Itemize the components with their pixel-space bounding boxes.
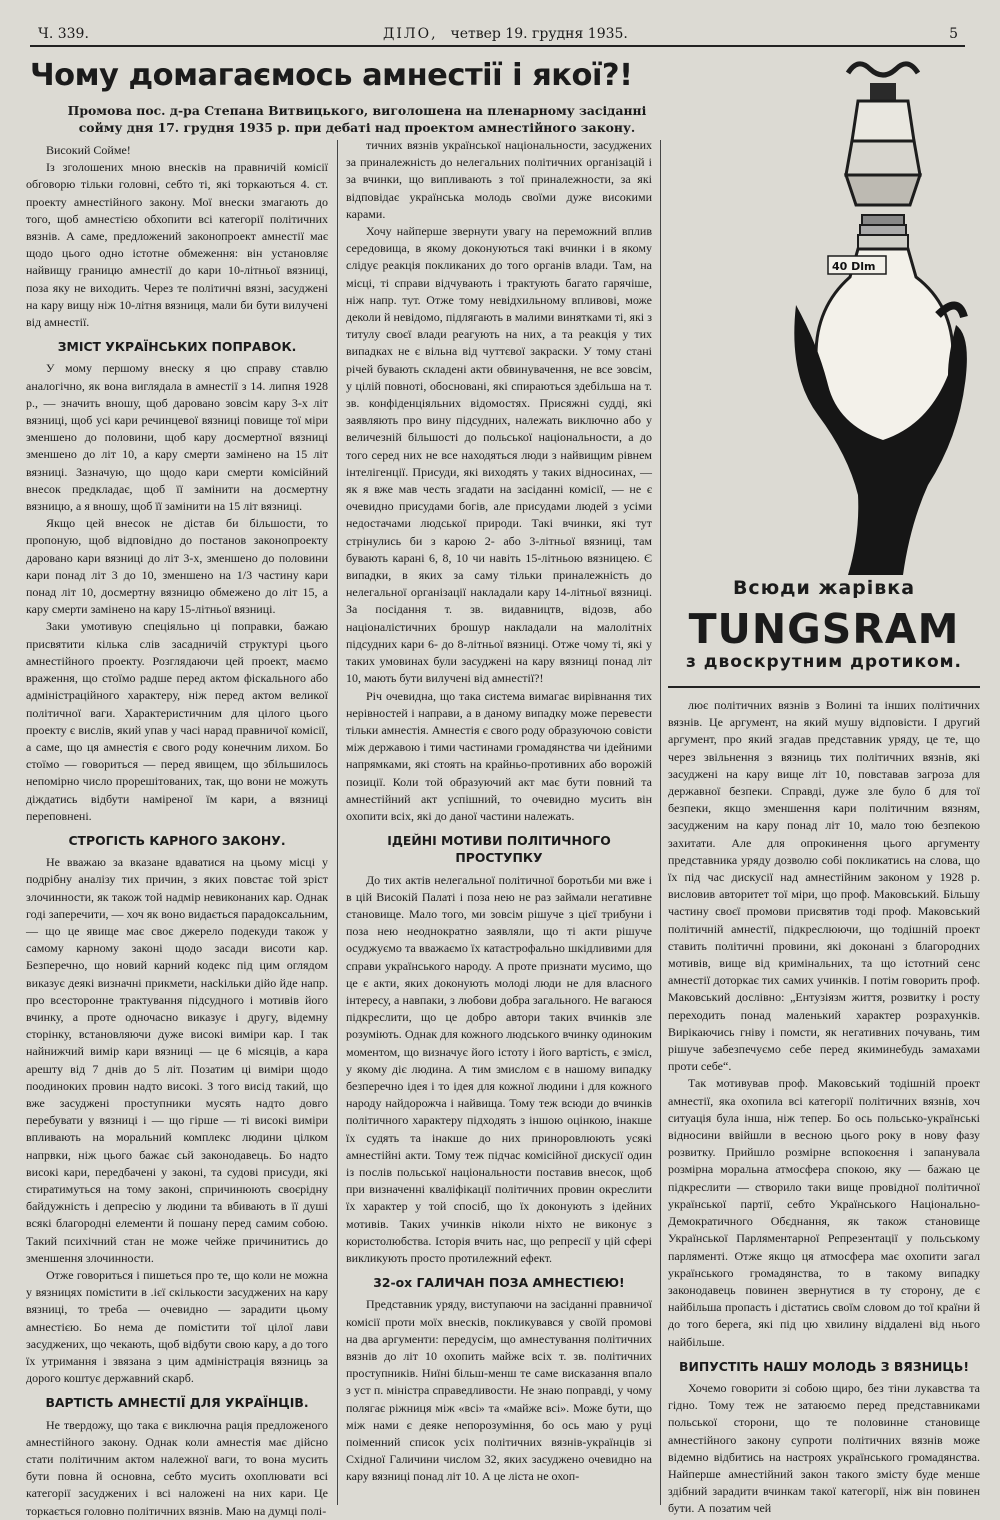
column-divider <box>337 140 338 1505</box>
article-subtitle: Промова пос. д-ра Степана Витвицького, виголошена на пленарному засіданні сойму дня 17. грудня 1935 р. при дебаті над проектом амнестійного закону. <box>67 103 647 135</box>
masthead <box>383 26 628 42</box>
paragraph: Хочемо говорити зі собою щиро, без тіни лукавства та гідно. Тому теж не затаюємо перед представниками польської сторони, що те половинне становище амнестійного закону супроти політичних вязнів може відемно відбитись на настроях українського громадянства. Найперше амнестійний закон такого змісту буде менше здібний зарадити вчинкам такої категорії, ніж він повинен бути. А позатим чей <box>668 1380 980 1516</box>
column-divider <box>660 140 661 1505</box>
issue-number: Ч. 339. <box>38 26 89 42</box>
bulb-label: 40 Dlm <box>832 260 876 273</box>
paragraph: Так мотивував проф. Маковський тодішній проект амнестії, яка охопила всі категорії політичних вязнів, хоч ситуація була інша, ніж тепер. Бо ось польсько-українські відносини ввійшли в весною цього року в нову фазу розвитку. Прийшло розмірне вспокоєння і запанувала розмірна моральна атмосфера спокою, яку — бажаю це підкреслити — створило таки вище провідної політичної української партії, себто Українського Національно-Демократичного Обєднання, як також становище Української Парляментарної Репрезентації у польському парляменті. Отже якщо ця атмосфера має охопити загал українського громадянства, то в такому випадку законодавець повинен звернутися в ту сторону, де є найбільша пропасть і дістатись своїм словом до тої країни й до того берега, які під цю хвилину віддалені від нього найбільше. <box>668 1076 980 1349</box>
bulb-thread <box>862 215 904 225</box>
ad-brand: TUNGSRAM <box>688 605 960 653</box>
ad-slogan-top: Всюди жарівка <box>732 577 916 599</box>
column-1 <box>26 142 328 1518</box>
paragraph: До тих актів нелегальної політичної боротьби ми вже і в цій Високій Палаті і поза нею не раз займали негативне становище. Мало того, ми зовсім рішуче з цієї трибуни і поза нею неоднократно заявляли, що ті акти рішуче осуджуємо та вважаємо їх катастрофально шкідливими для справи українського народу. А проте признати мусимо, що це є акти, яких доконують молоді люди не для власного інтересу, а навпаки, з любови добра загального. Не вагаюся підкреслити, що це добро автори таких вчинків зле розуміють. Однак для кожного людського вчинку одиноким моментом, що визначує його істоту і його вартість, є змісл, у якому діє людина. А тим змислом є в нашому випадку безперечно ідея і то ідея для кожної людини і для кожного народу найдорожча і найвища. Тому теж всюди до вчинків політичного характеру підходять з іншою оцінкою, інакше їх судять та інакше до них приноровлюють усякі амнестійні акти. Тому теж підчас комісійної дискусії один із послів польської національности поставив внесок, щоб при визначенні кваліфікації політичних провин окреслити їх характер у той спосіб, що їх доконують з ідейних мотивів. Таких учинків ніколи ніхто не виконує з користолюбства. Історія вчить нас, що репресії у цій сфері викликують просто протилежний ефект. <box>346 872 652 1265</box>
section-heading: ЗМІСТ УКРАЇНСЬКИХ ПОПРАВОК. <box>57 339 297 355</box>
paragraph: лює політичних вязнів з Волині та інших політичних вязнів. Це аргумент, на який мушу відповісти. І другий аргумент, про який згадав представник уряду, це те, що через звільнення з вязниць тих політичних вязнів, які засуджені на кару вище літ 10, повставав загроза для державної безпеки. Справді, дуже зле було б для тої безпеки, якщо зменшення кари політичним вязням, засудженим на кару понад літ 10, мало тою безпекою захитати. Але для опрокинення цього аргументу представника уряду дозволю собі покликатись на слова, що їх під час дискусії над амнестійним законом у 1928 р. висловив авторитет тої міри, що проф. Маковський. Більшу частину своєї промови присвятив тоді проф. Маковський політичній амнестії, підкреслюючи, що тодішній проект ставить політичні провини, які доконані з благородних мотивів, вище від кримінальних, та що істотний сенс амнестії доторкає тих самих учинків. І потім говорить проф. Маковський дослівно: „Ентузіязм життя, розвитку і росту переходить понад маленький характер розрахунків. Вирікаючись гніву і помсти, як негативних почувань, тим рішуче забезпечуємо себе перед якиминебудь замахами проти себе“. <box>668 698 980 1074</box>
paragraph: тичних вязнів української національности, засуджених за приналежність до нелегальних політичних організацій і за вчинки, що випливають з тої приналежности, за які відповідає українська молодь своїми дуже високими карами. <box>346 138 652 221</box>
paragraph: Із зголошених мною внесків на правничій комісії обговорю тільки головні, себто ті, які торкаються 4. ст. проекту амнестійного закону. Мої внески змагають до того, щоб амнестією обхопити всі категорії політичних вязнів. А саме, предложений законопроект амнестії має щодо цього одно істотне обмеження: він установляє найвищу границю амнестії до кари 10-літньої вязниці, поза яку не виходить. Через те політичні вязні, засуджені на кару вищу ніж 10-літня вязниця, мали би бути вилучені від амнестії. <box>26 160 328 330</box>
bulb-thread <box>860 225 906 235</box>
issue-date: четвер 19. грудня 1935. <box>450 26 628 42</box>
paragraph: Високий Сойме! <box>46 143 131 157</box>
paragraph: Хочу найперше звернути увагу на переможний вплив середовища, в якому доконуються такі вчинки і в якому слідує реакція покликаних до того органів влади. Там, на місці, ті справи відчувають і трактують багато гарячіше, ніж напр. тут. Отже тому невідхильному впливові, може деколи й невідомо, підлягають в малими винятками ті, які з титулу своєї влади реагують на них, а та реакція у тих випадках не є вільна від чуттєвої закраски. У тому стані річей бувають складені акти обвинувачення, не все зовсім, у цілій повноті, обосновані, які спираються здебільша на т. зв. конфіденціяльних відомостях. Присяжні судді, які заявляють про вину підсудних, належать виключно або у величезній більшості до польської національности, а до того серед них не все находяться люди з найвищим рівнем інтелігенції. Присуди, які виходять у таких відносинах, — як я вже мав честь згадати на засіданні комісії, — не є очевидно присудами богів, але присудами людей з усіми недостачами людської природи. Такі вчинки, які тут стрінулись би з карою 2- або 3-літньої вязниці, там бувають карані 6, 8, 10 чи навіть 15-літньою вязницею. Є випадки, в яких за саму тільки приналежність до нелегальної організації накладали кару 14-літньої вязниці. За посідання т. зв. видавництв, відозв, або націоналістичних брошур накладали на малолітніх підсудних кари 6- до 8-літньої вязниці. Отже чому ті, які у таких умовинах були засуджені на кару вязниці понад літ 10, мають бути вилучені від амнестії?! <box>346 224 652 686</box>
socket-ring <box>846 141 920 175</box>
socket-base <box>846 175 920 205</box>
section-heading: ІДЕЙНІ МОТИВИ ПОЛІТИЧНОГО ПРОСТУПКУ <box>387 833 611 866</box>
section-heading: ВИПУСТІТЬ НАШУ МОЛОДЬ З ВЯЗНИЦЬ! <box>679 1358 969 1374</box>
paper-name: ДІЛО, <box>383 26 438 42</box>
column-2 <box>346 137 652 1502</box>
socket-body <box>852 101 914 141</box>
header-rule <box>30 45 965 47</box>
paragraph: Отже говориться і пишеться про те, що коли не можна у вязницях помістити в .ієї скількости засуджених на кару вязниці, то треба — очевидно — зарадити цьому амнестією. Бо нема де помістити тої цілої лави засуджених, що чекають, щоб відбути свою кару, а до того їх утримання і звязана з цим адміністрація вязниць за дорого коштує державний скарб. <box>26 1268 328 1386</box>
page-number: 5 <box>949 26 958 42</box>
paragraph: Річ очевидна, що така система вимагає вирівнання тих нерівностей і направи, а в даному випадку може перевести тільки амнестія. Амнестія є свого роду образуючою совісти між державою і тими частинами громадянства чи ідейними напрямками, які стоять на крайньо-противних або ворожій позиції. Коли той образуючий акт має бути повний та амнестійний акт успішний, то очевидно мусить він охопити всіх, які до даної частини належать. <box>346 688 652 823</box>
paragraph: Представник уряду, виступаючи на засіданні правничої комісії проти моїх внесків, покликувався у своїй промові на два аргументи: передусім, що амнестування політичних вязнів до літ 10 охопить майже всіх т. зв. політичних проступників. Ниїні більш-менш те саме висказання впало з уст п. міністра справедливости. Не знаю поправді, у чому полягає ріжниця між «всі» та «майже всі». Може бути, що між нами є деяке непорозуміння, бо ось маю у руці поіменний список усіх політичних вязнів-українців зі Східної Галичини числом 32, яких засуджено очевидно на кару вязниці понад літ 10. А це ліста не охоп- <box>346 1297 652 1484</box>
paragraph: Заки умотивую спеціяльно ці поправки, бажаю присвятити кілька слів засадничій структурі цього амнестійного проекту. Розглядаючи цей проект, маємо враження, що стоїмо радше перед актом фіскального або адміністраційного характеру, ніж перед актом великої політичної ваги. Характеристичним для цілого цього проекту є вислів, який упав у часі нарад правничої комісії, а саме, що ця амнестія є свого роду конечним лихом. Бо стоїмо — говориться — перед явищем, що збільшилось непомірно число прорешітованих, так, що вони не можуть діждатись відбути наміреної їм кари, а вязниці переповнені. <box>26 619 328 823</box>
paragraph: У мому першому внеску я цю справу ставлю аналогічно, як вона виглядала в амнестії з 14. липня 1928 р., — значить вношу, щоб даровано зовсім кару 3-х літ вязниці, щоб усі кари речинцевої вязниці повище тої міри зменшено до половини, щоб кару досмертної вязниці зменшено до літ 10, а кару смерти замінено на 15 літ вязниці. Зазначую, що щодо кари смерти комісійний внесок предкладає, щоб її замінити на досмертну вязницю, а я вношу, щоб її замінити на 15 літ вязниці. <box>26 361 328 514</box>
paragraph: Не твердожу, що така є виключна рація предложеного амнестійного закону. Однак коли амнестія має дійсно стати політичним актом належної ваги, то вона мусить бути повна й основна, себто мусить охоплювати всі категорії засуджених і всі наложені на них кари. Це торкається головно політичних вязнів. Маю на думці полі- <box>26 1417 328 1518</box>
column-3 <box>668 697 980 1516</box>
article-title: Чому домагаємось амнестії і якої?! <box>30 58 633 93</box>
thumb <box>938 305 964 317</box>
page-header <box>38 26 958 44</box>
socket-top <box>870 83 896 101</box>
section-heading: СТРОГІСТЬ КАРНОГО ЗАКОНУ. <box>68 832 286 848</box>
ad-divider <box>668 686 980 688</box>
ad-slogan-bottom: з двоскрутним дротиком. <box>685 652 963 672</box>
section-heading: ВАРТІСТЬ АМНЕСТІЇ ДЛЯ УКРАЇНЦІВ. <box>45 1395 309 1411</box>
socket-wire <box>848 64 918 75</box>
paragraph: Якщо цей внесок не дістав би більшости, то пропоную, щоб відповідно до постанов законопроекту даровано кари вязниці до літ 3-х, зменшено до половини кари понад літ 3 до 10, зменшено на 1/3 частину кари понад літ 10, досмертну вязницю обмежено до літ 15, а кару смерти замінено на кару 15-літньої вязниці. <box>26 516 328 617</box>
paragraph: Не вважаю за вказане вдаватися на цьому місці у подрібну аналізу тих причин, з яких повстає той зріст злочинности, як також той надмір невиконаних кар. Однак годі заперечити, — хоч як воно видається парадоксальним, — що це явище має своє джерело подекуди також у самому карному законі щодо засади висоти кар. Безперечно, що новий карний кодекс під цим оглядом виказує деякі визначні прикмети, насkільки дійо йде напр. про всесторонне трактування підсудного і мотивів його вчинку, а проте одночасно виказує і другу, відемну сторінку, встановляючи дуже високі виміри кар. І так найнижчий вимір кари вязниці — це 6 місяців, а кара арешту від 7 днів до 5 літ. Позатим ці виміри щодо поодиноких провин надто високі. З того висід такий, що вже засуджені проступники мусять надто довго перебувати у вязниці і — що гірше — ті високі виміри впливають на моральний комплекс людини цілком напрвки, ніж цього бажає сьй законодавець. Бо надто високі кари, передбачені у законі, та судові присуди, які стиратимуться на тому законі, спричинюють своєрідну байдужність і депресію у людини та вбивають в її душі всякі благородні елементи й пошану перед самим собою. Такий психічний стан не може чейже причинитись до зменшення злочинности. <box>26 855 328 1265</box>
tungsram-advertisement <box>668 55 980 687</box>
bulb-neck <box>858 235 908 249</box>
lightbulb-hand-illustration <box>788 55 978 575</box>
section-heading: 32-ох ГАЛИЧАН ПОЗА АМНЕСТІЄЮ! <box>373 1275 625 1291</box>
